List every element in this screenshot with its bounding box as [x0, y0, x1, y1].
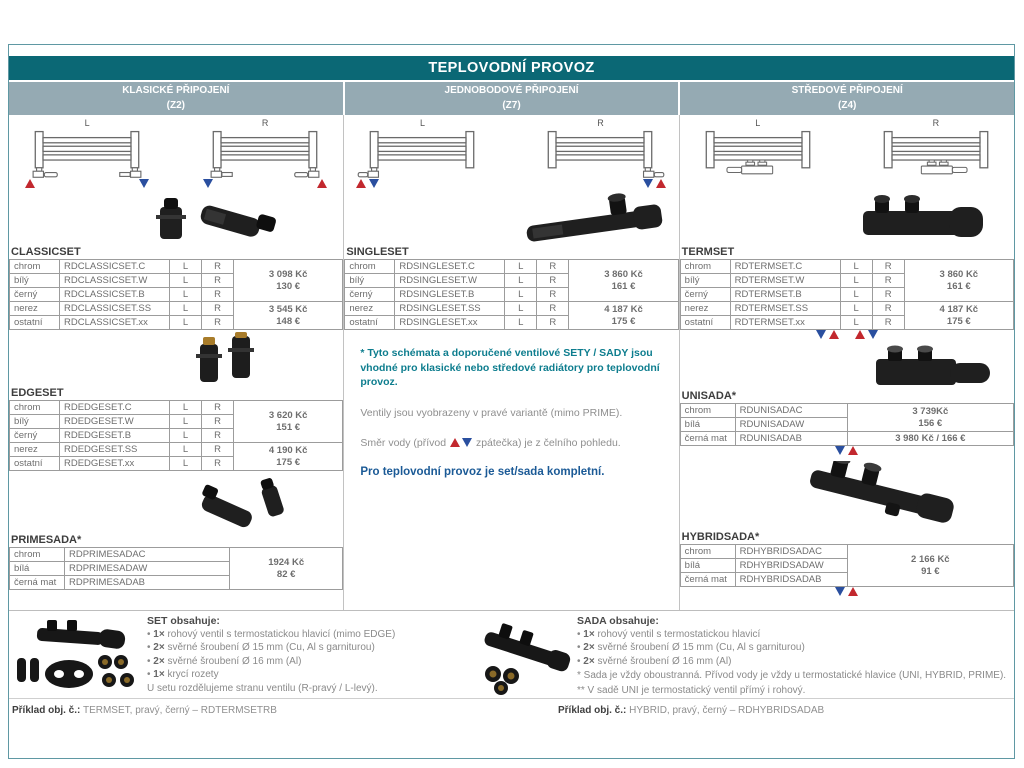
classicset-table — [9, 259, 343, 330]
price-cell: 3 860 Kč 161 € — [904, 260, 1013, 302]
price-cell: 3 739Kč 156 € — [847, 404, 1013, 432]
table-row: chrom RDSINGLESET.C L R 3 860 Kč 161 € — [345, 260, 678, 274]
flow-up-arrow-icon — [356, 179, 366, 188]
notes-block — [344, 330, 678, 478]
note-water-direction: Směr vody (přívod zpátečka) je z čelního pohledu. — [360, 437, 621, 450]
example-left: Příklad obj. č.: TERMSET, pravý, černý – RDTERMSETRB — [12, 705, 277, 716]
flow-up-arrow-icon — [656, 179, 666, 188]
flow-down-arrow-icon — [643, 179, 653, 188]
price-cell: 4 187 Kč 175 € — [904, 302, 1013, 330]
table-row: bílá RDUNISADAW — [680, 418, 1013, 432]
set-item: • 1× rohový ventil s termostatickou hlavicí (mimo EDGE) — [147, 628, 465, 641]
table-row: ostatní RDTERMSET.xx L R — [680, 316, 1013, 330]
product-photo-set-contents — [13, 616, 143, 696]
radiator-schematic-icon — [683, 129, 833, 179]
flow-down-arrow-icon — [816, 330, 826, 339]
table-row: bílý RDCLASSICSET.W L R — [10, 274, 343, 288]
price-cell: 4 190 Kč 175 € — [234, 443, 343, 471]
table-row: černý RDCLASSICSET.B L R — [10, 288, 343, 302]
note-sets-suitability: * Tyto schémata a doporučené ventilové SETY / SADY jsou vhodné pro klasické nebo středové radiátory pro teplovodní provoz. — [360, 347, 660, 389]
radiator-schematic-icon — [347, 129, 497, 179]
flow-up-arrow-icon — [25, 179, 35, 188]
radiator-schematic-icon — [861, 129, 1011, 179]
table-row: ostatní RDSINGLESET.xx L R — [345, 316, 678, 330]
set-contents-block — [147, 614, 465, 698]
flow-arrows-termset — [680, 330, 1014, 342]
product-photo-singleset — [516, 193, 671, 243]
section-headers — [9, 82, 1014, 115]
price-cell: 3 545 Kč 148 € — [234, 302, 343, 330]
product-photo-hybridsada — [797, 461, 972, 527]
catalog-page — [8, 44, 1015, 759]
table-row: nerez RDTERMSET.SS L R 4 187 Kč 175 € — [680, 302, 1013, 316]
table-row: černá mat RDUNISADAB 3 980 Kč / 166 € — [680, 432, 1013, 446]
radiator-schematic-icon — [12, 129, 162, 179]
sada-contents-block — [577, 614, 1014, 698]
table-row: bílý RDSINGLESET.W L R — [345, 274, 678, 288]
radiator-diagram-single-left: L — [347, 118, 497, 191]
table-row: černá mat RDPRIMESADAB — [10, 576, 343, 590]
bottom-info-band — [9, 610, 1014, 698]
set-item: • 2× svěrné šroubení Ø 16 mm (Al) — [147, 655, 465, 668]
table-row: bílý RDEDGESET.W L R — [10, 415, 343, 429]
note-complete-set: Pro teplovodní provoz je set/sada kompletní. — [360, 466, 605, 479]
table-row: černý RDSINGLESET.B L R — [345, 288, 678, 302]
flow-arrows-unisada — [680, 446, 1014, 458]
column-jednobodove — [344, 115, 679, 610]
flow-up-arrow-icon — [829, 330, 839, 339]
product-photo-primesada — [183, 473, 298, 531]
flow-up-arrow-icon — [450, 438, 460, 447]
price-cell: 3 620 Kč 151 € — [234, 401, 343, 443]
note-valve-variant: Ventily jsou vyobrazeny v pravé variantě (mimo PRIME). — [360, 407, 623, 420]
price-cell: 3 098 Kč 130 € — [234, 260, 343, 302]
sada-heading: SADA obsahuje: — [577, 615, 659, 627]
product-photo-sada-contents — [469, 616, 574, 696]
table-row: černý RDEDGESET.B L R — [10, 429, 343, 443]
sada-note-2: ** V sadě UNI je termostatický ventil přímý i rohový. — [577, 684, 806, 696]
example-right: Příklad obj. č.: HYBRID, pravý, černý – RDHYBRIDSADAB — [558, 705, 825, 716]
table-row: černý RDTERMSET.B L R — [680, 288, 1013, 302]
price-cell: 4 187 Kč 175 € — [569, 302, 678, 330]
column-stredove — [680, 115, 1014, 610]
set-item: • 1× krycí rozety — [147, 668, 465, 681]
column-klasicke — [9, 115, 344, 610]
table-row: chrom RDCLASSICSET.C L R 3 098 Kč 130 € — [10, 260, 343, 274]
radiator-diagram-central-left: L — [683, 118, 833, 191]
table-title-singleset: SINGLESET — [346, 246, 409, 258]
flow-arrows-hybridsada — [680, 587, 1014, 599]
header-stredove: STŘEDOVÉ PŘIPOJENÍ (Z4) — [680, 82, 1014, 115]
product-photo-classicset — [140, 193, 290, 243]
table-row: nerez RDEDGESET.SS L R 4 190 Kč 175 € — [10, 443, 343, 457]
product-photo-unisada — [866, 345, 996, 387]
edgeset-table — [9, 400, 343, 471]
radiator-schematic-icon — [525, 129, 675, 179]
price-cell: 2 166 Kč 91 € — [847, 545, 1013, 587]
radiator-diagram-classic-right: R — [190, 118, 340, 191]
table-row: ostatní RDEDGESET.xx L R — [10, 457, 343, 471]
flow-down-arrow-icon — [139, 179, 149, 188]
flow-down-arrow-icon — [203, 179, 213, 188]
sada-item: • 1× rohový ventil s termostatickou hlavicí — [577, 628, 1008, 641]
table-row: bílý RDTERMSET.W L R — [680, 274, 1013, 288]
flow-up-arrow-icon — [317, 179, 327, 188]
table-title-unisada: UNISADA* — [681, 390, 737, 402]
termset-table — [680, 259, 1014, 330]
order-examples — [9, 698, 1014, 717]
singleset-table — [344, 259, 678, 330]
flow-down-arrow-icon — [835, 446, 845, 455]
table-title-classicset: CLASSICSET — [11, 246, 81, 258]
table-row: nerez RDSINGLESET.SS L R 4 187 Kč 175 € — [345, 302, 678, 316]
sada-item: • 2× svěrné šroubení Ø 15 mm (Cu, Al s garniturou) — [577, 641, 1008, 654]
price-cell: 3 980 Kč / 166 € — [847, 432, 1013, 446]
flow-up-arrow-icon — [848, 587, 858, 596]
table-row: chrom RDPRIMESADAC 1924 Kč 82 € — [10, 548, 343, 562]
table-row: černá mat RDHYBRIDSADAB — [680, 573, 1013, 587]
flow-down-arrow-icon — [462, 438, 472, 447]
flow-down-arrow-icon — [369, 179, 379, 188]
flow-down-arrow-icon — [868, 330, 878, 339]
product-photo-termset — [849, 193, 994, 243]
price-cell: 3 860 Kč 161 € — [569, 260, 678, 302]
set-footer: U setu rozdělujeme stranu ventilu (R-pravý / L-levý). — [147, 683, 378, 695]
table-row: chrom RDUNISADAC 3 739Kč 156 € — [680, 404, 1013, 418]
sada-note-1: * Sada je vždy oboustranná. Přívod vody je vždy u termostatické hlavice (UNI, HYBRID, PRIME). — [577, 670, 1007, 682]
diagrams-jednobodove — [344, 115, 678, 191]
table-row: chrom RDEDGESET.C L R 3 620 Kč 151 € — [10, 401, 343, 415]
table-row: bílá RDHYBRIDSADAW — [680, 559, 1013, 573]
table-row: bílá RDPRIMESADAW — [10, 562, 343, 576]
radiator-diagram-central-right: R — [861, 118, 1011, 191]
table-row: chrom RDHYBRIDSADAC 2 166 Kč 91 € — [680, 545, 1013, 559]
header-jednobodove: JEDNOBODOVÉ PŘIPOJENÍ (Z7) — [345, 82, 679, 115]
sada-item: • 2× svěrné šroubení Ø 16 mm (Al) — [577, 655, 1008, 668]
unisada-table — [680, 403, 1014, 446]
set-item: • 2× svěrné šroubení Ø 15 mm (Cu, Al s garniturou) — [147, 641, 465, 654]
set-heading: SET obsahuje: — [147, 615, 220, 627]
primesada-table — [9, 547, 343, 590]
table-row: ostatní RDCLASSICSET.xx L R — [10, 316, 343, 330]
flow-up-arrow-icon — [848, 446, 858, 455]
table-row: chrom RDTERMSET.C L R 3 860 Kč 161 € — [680, 260, 1013, 274]
diagrams-stredove — [680, 115, 1014, 191]
price-cell: 1924 Kč 82 € — [230, 548, 343, 590]
table-row: nerez RDCLASSICSET.SS L R 3 545 Kč 148 € — [10, 302, 343, 316]
radiator-diagram-single-right: R — [525, 118, 675, 191]
radiator-diagram-classic-left: L — [12, 118, 162, 191]
product-photo-edgeset — [170, 332, 290, 384]
flow-up-arrow-icon — [855, 330, 865, 339]
radiator-schematic-icon — [190, 129, 340, 179]
table-title-termset: TERMSET — [681, 246, 735, 258]
header-klasicke: KLASICKÉ PŘIPOJENÍ (Z2) — [9, 82, 343, 115]
table-title-hybridsada: HYBRIDSADA* — [681, 531, 760, 543]
flow-down-arrow-icon — [835, 587, 845, 596]
page-title: TEPLOVODNÍ PROVOZ — [9, 56, 1014, 80]
hybridsada-table — [680, 544, 1014, 587]
table-title-edgeset: EDGESET — [11, 387, 64, 399]
diagrams-klasicke — [9, 115, 343, 191]
table-title-primesada: PRIMESADA* — [11, 534, 82, 546]
